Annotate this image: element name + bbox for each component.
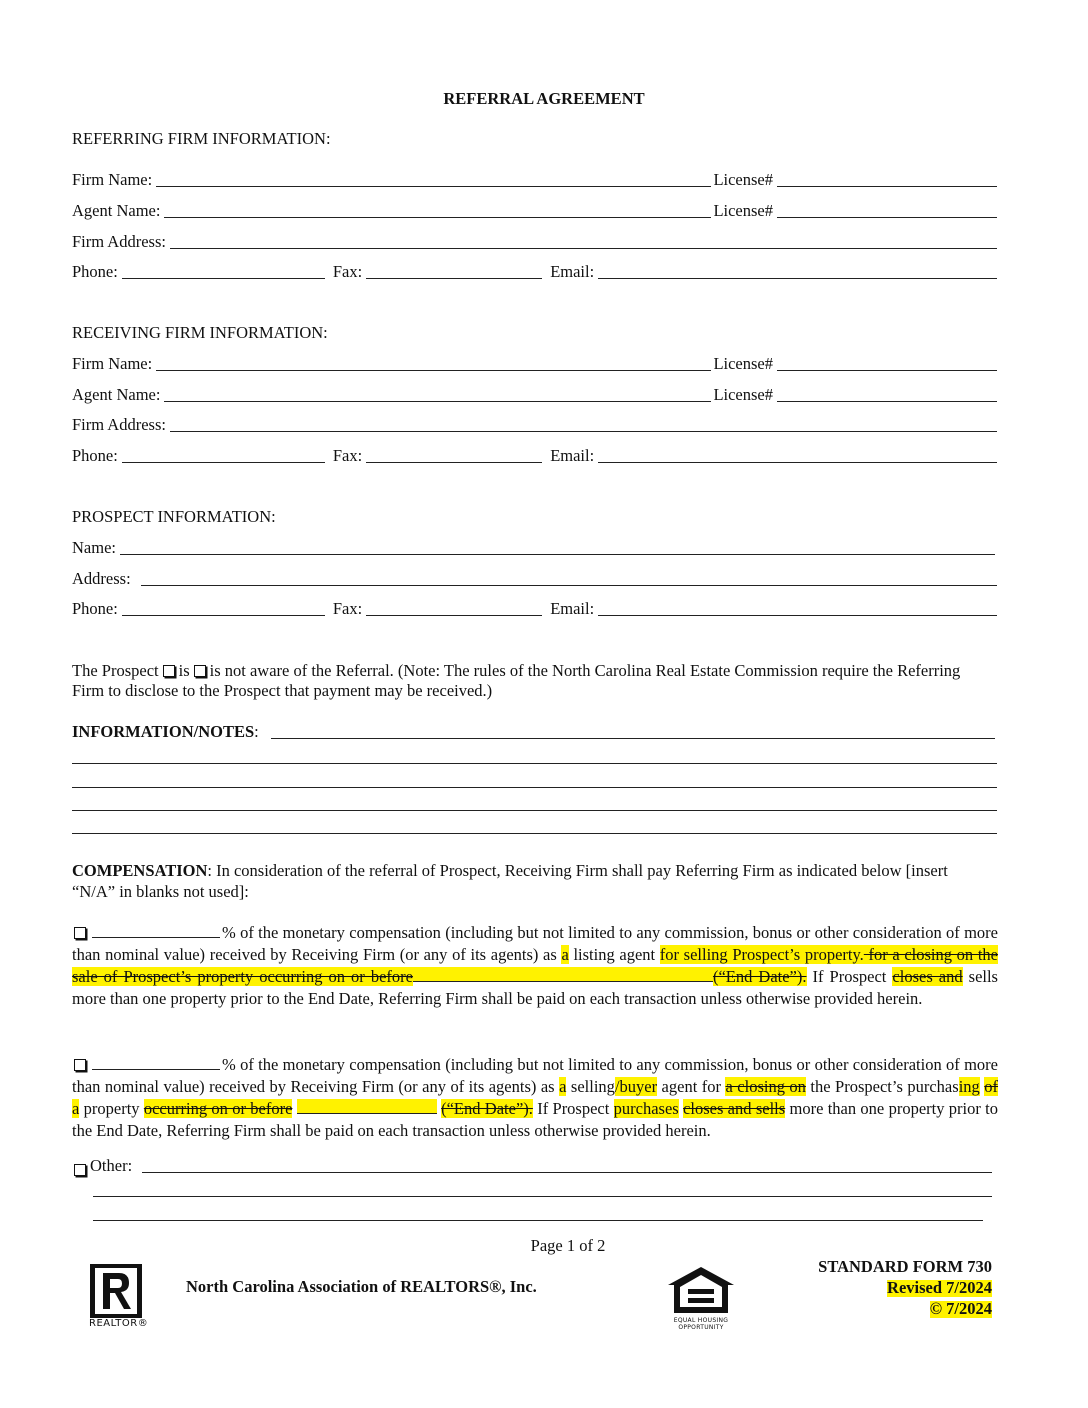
label: Email: <box>550 446 595 465</box>
label: License# <box>713 385 773 404</box>
receiving-contact-row <box>72 448 997 465</box>
option2-text-o: purchases <box>613 1099 679 1118</box>
label: Fax: <box>332 446 363 465</box>
referring-firm-name-row <box>72 172 997 189</box>
notes-field-1[interactable] <box>271 738 995 739</box>
label: Firm Address: <box>72 415 166 434</box>
prospect-heading: PROSPECT INFORMATION: <box>72 507 276 526</box>
receiving-firm-license-field[interactable] <box>777 370 997 371</box>
notes-field-2[interactable] <box>72 763 997 764</box>
association-name: North Carolina Association of REALTORS®, Inc. <box>186 1277 537 1296</box>
option2-text-h: ing <box>958 1077 980 1096</box>
notes-colon: : <box>254 722 259 741</box>
option2-text-q: more than one property prior to the End Date, Referring Firm shall be paid on each transaction unless otherwise provided herein. <box>72 1099 999 1140</box>
document-title: REFERRAL AGREEMENT <box>443 89 645 108</box>
label: License# <box>713 201 773 220</box>
option1-text-e: for a closing on the sale of Prospect’s property occurring on or before <box>72 945 998 986</box>
referring-firm-license-field[interactable] <box>777 186 997 187</box>
label: Fax: <box>332 599 363 618</box>
option1-text-d: for selling Prospect’s property. <box>659 945 864 964</box>
option1-percent-field[interactable] <box>92 937 220 938</box>
realtor-logo-text: REALTOR® <box>89 1318 149 1329</box>
option2-text-e: agent for <box>657 1077 726 1096</box>
option2-text-p: closes and sells <box>683 1099 786 1118</box>
label: Email: <box>550 599 595 618</box>
option2-text-g: the Prospect’s purchas <box>805 1077 959 1096</box>
option1-text-i: sells more than one property prior to the End Date, Referring Firm shall be paid on each transaction unless otherwise provided herein. <box>72 967 998 1008</box>
referring-address-field[interactable] <box>170 248 997 249</box>
form-copyright: © 7/2024 <box>929 1299 992 1318</box>
option1-text-b: a <box>561 945 569 964</box>
notes-label: INFORMATION/NOTES <box>72 722 255 741</box>
label: Phone: <box>72 446 118 465</box>
option2-text-k: property <box>79 1099 144 1118</box>
option2-text-f: a closing on <box>725 1077 806 1096</box>
referring-heading: REFERRING FIRM INFORMATION: <box>72 129 331 148</box>
referring-fax-field[interactable] <box>366 278 542 279</box>
prospect-address-field[interactable] <box>141 585 997 586</box>
label: Agent Name: <box>72 385 161 404</box>
notes-field-5[interactable] <box>72 833 997 834</box>
option1-text-f: (“End Date”). <box>712 967 807 986</box>
label: License# <box>713 354 773 373</box>
form-number: STANDARD FORM 730 <box>818 1257 992 1276</box>
referring-agent-name-field[interactable] <box>164 217 711 218</box>
option1-text-h: closes and <box>892 967 963 986</box>
form-revised: Revised 7/2024 <box>887 1278 992 1297</box>
other-checkbox[interactable] <box>74 1164 86 1176</box>
notes-row <box>72 724 995 741</box>
awareness-text-3: is not aware of the Referral. (Note: The rules of the North Carolina Real Estate Commission require the Referring Firm to disclose to the Prospect that payment may be received.) <box>72 661 961 700</box>
option2-percent-field[interactable] <box>92 1069 220 1070</box>
option2-text-m: (“End Date”). <box>441 1099 533 1118</box>
other-field-3[interactable] <box>93 1220 983 1221</box>
option2-checkbox[interactable] <box>74 1059 86 1071</box>
prospect-phone-field[interactable] <box>122 615 325 616</box>
prospect-name-row <box>72 540 995 557</box>
equal-housing-logo <box>666 1265 736 1333</box>
option2-text-n: If Prospect <box>532 1099 614 1118</box>
referring-agent-license-field[interactable] <box>777 217 997 218</box>
referring-agent-name-row <box>72 203 997 220</box>
equal-housing-house-icon <box>666 1265 736 1315</box>
option2-text-a: % of the monetary compensation (including but not limited to any commission, bonus or other consideration of more than nominal value) received by Receiving Firm (or any of its agents) as <box>72 1055 998 1096</box>
receiving-address-row <box>72 417 997 434</box>
label: Agent Name: <box>72 201 161 220</box>
other-field-2[interactable] <box>93 1196 992 1197</box>
option1-text-g: If Prospect <box>806 967 893 986</box>
option1-paragraph <box>72 922 998 1010</box>
option2-text-c: selling <box>566 1077 615 1096</box>
label: Address: <box>72 569 131 588</box>
other-label: Other: <box>90 1156 133 1175</box>
equal-housing-text: EQUAL HOUSING OPPORTUNITY <box>673 1317 729 1331</box>
label: Firm Name: <box>72 170 153 189</box>
receiving-firm-name-field[interactable] <box>156 370 711 371</box>
label: Name: <box>72 538 116 557</box>
label: Phone: <box>72 262 118 281</box>
option1-text-c: listing agent <box>568 945 660 964</box>
option2-end-date-field[interactable] <box>297 1099 437 1114</box>
referring-phone-field[interactable] <box>122 278 325 279</box>
referring-address-row <box>72 234 997 251</box>
receiving-firm-name-row <box>72 356 997 373</box>
awareness-text-1: The Prospect <box>72 661 159 680</box>
compensation-paragraph <box>72 860 982 902</box>
option2-paragraph <box>72 1054 998 1142</box>
compensation-text: : In consideration of the referral of Prospect, Receiving Firm shall pay Referring Firm as indicated below [insert “N/A” in blanks not used]: <box>72 861 948 901</box>
receiving-fax-field[interactable] <box>366 462 542 463</box>
option2-text-b: a <box>559 1077 567 1096</box>
receiving-agent-name-row <box>72 387 997 404</box>
prospect-contact-row <box>72 601 997 618</box>
label: Fax: <box>332 262 363 281</box>
receiving-heading: RECEIVING FIRM INFORMATION: <box>72 323 328 342</box>
receiving-agent-license-field[interactable] <box>777 401 997 402</box>
option1-checkbox[interactable] <box>74 927 86 939</box>
receiving-phone-field[interactable] <box>122 462 325 463</box>
realtor-logo <box>89 1263 153 1333</box>
is-not-aware-checkbox[interactable] <box>194 665 206 677</box>
notes-field-4[interactable] <box>72 810 997 811</box>
is-aware-checkbox[interactable] <box>163 665 175 677</box>
prospect-email-field[interactable] <box>598 615 997 616</box>
receiving-agent-name-field[interactable] <box>164 401 711 402</box>
referring-email-field[interactable] <box>598 278 997 279</box>
prospect-fax-field[interactable] <box>366 615 542 616</box>
awareness-text-2: is <box>178 661 190 680</box>
label: Phone: <box>72 599 118 618</box>
compensation-label: COMPENSATION <box>72 861 208 880</box>
page-number: Page 1 of 2 <box>530 1236 606 1255</box>
prospect-address-row <box>72 571 997 588</box>
label: Firm Name: <box>72 354 153 373</box>
option2-text-d: /buyer <box>614 1077 658 1096</box>
receiving-address-field[interactable] <box>170 431 997 432</box>
notes-field-3[interactable] <box>72 787 997 788</box>
label: Firm Address: <box>72 232 166 251</box>
referring-contact-row <box>72 264 997 281</box>
label: Email: <box>550 262 595 281</box>
other-field-1[interactable] <box>142 1172 992 1173</box>
referring-firm-name-field[interactable] <box>156 186 711 187</box>
label: License# <box>713 170 773 189</box>
other-row <box>72 1158 992 1175</box>
option1-end-date-field[interactable] <box>413 967 713 982</box>
prospect-name-field[interactable] <box>120 554 995 555</box>
option2-text-l: occurring on or before <box>143 1099 293 1118</box>
option2-text-j: a <box>72 1099 80 1118</box>
option1-text-a: % of the monetary compensation (including but not limited to any commission, bonus or other consideration of more than nominal value) received by Receiving Firm (or any of its agents) as <box>72 923 998 964</box>
option2-text-i: of <box>984 1077 999 1096</box>
receiving-email-field[interactable] <box>598 462 997 463</box>
awareness-paragraph <box>72 661 992 701</box>
